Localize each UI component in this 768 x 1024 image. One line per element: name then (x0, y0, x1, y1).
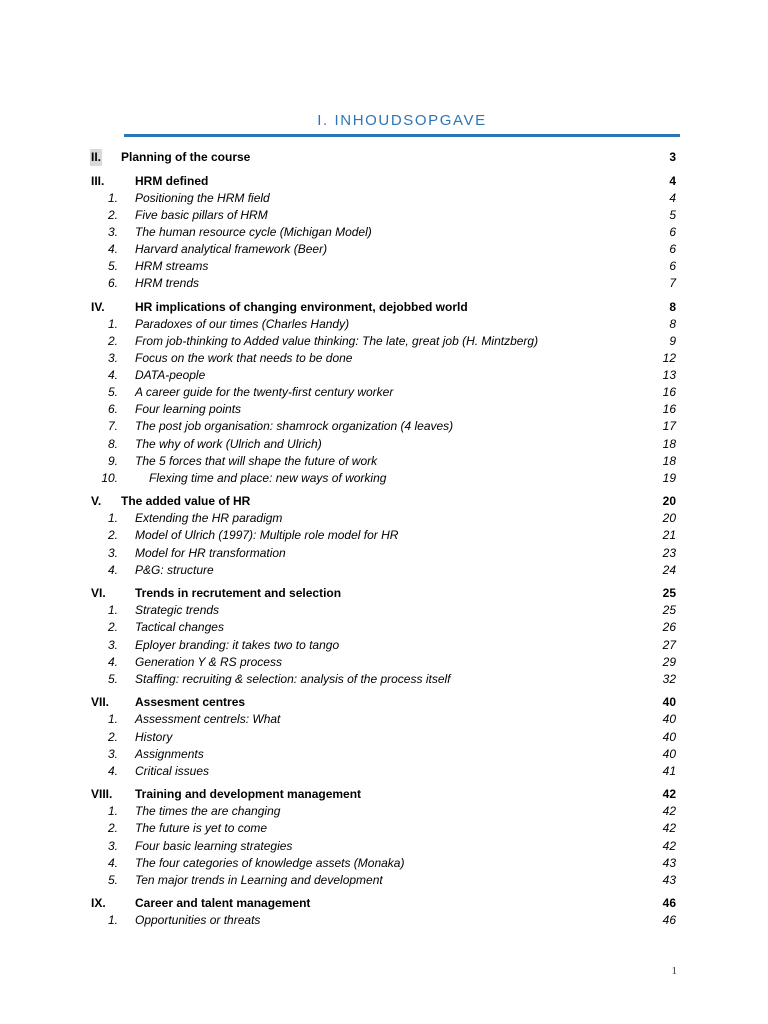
item-number: 3. (107, 746, 118, 761)
item-page: 12 (662, 351, 676, 366)
item-page: 25 (662, 603, 676, 618)
item-number: 4. (107, 368, 118, 383)
item-number: 4. (107, 562, 118, 577)
item-title: Critical issues (135, 763, 210, 778)
item-page: 40 (662, 712, 676, 727)
item-page: 29 (662, 654, 676, 669)
item-page: 5 (669, 207, 676, 222)
item-title: Eployer branding: it takes two to tango (135, 637, 340, 652)
item-page: 13 (662, 368, 676, 383)
chapter-number: IX. (91, 896, 106, 911)
item-number: 3. (107, 637, 118, 652)
chapter-page: 3 (669, 150, 676, 164)
item-number: 1. (107, 511, 118, 526)
item-page: 27 (662, 637, 676, 652)
item-title: Flexing time and place: new ways of working (149, 470, 387, 485)
item-page: 40 (662, 746, 676, 761)
item-page: 32 (662, 671, 676, 686)
item-page: 6 (669, 259, 676, 274)
item-title: The future is yet to come (135, 821, 268, 836)
toc-item-row[interactable] (0, 190, 768, 207)
item-number: 4. (107, 855, 118, 870)
item-number: 2. (107, 528, 118, 543)
item-title: Model of Ulrich (1997): Multiple role model for HR (135, 528, 399, 543)
chapter-number: VI. (91, 586, 106, 601)
table-of-contents (0, 149, 768, 936)
item-page: 18 (662, 436, 676, 451)
item-number: 1. (107, 804, 118, 819)
toc-item-row[interactable] (0, 637, 768, 654)
chapter-title: The added value of HR (121, 494, 251, 509)
toc-item-row[interactable] (0, 912, 768, 929)
item-title: Opportunities or threats (135, 913, 261, 928)
item-title: The why of work (Ulrich and Ulrich) (135, 436, 322, 451)
toc-chapter-row[interactable] (0, 493, 768, 510)
toc-item-row[interactable] (0, 746, 768, 763)
item-title: Four basic learning strategies (135, 838, 293, 853)
item-page: 41 (662, 763, 676, 778)
chapter-title: Assesment centres (135, 695, 246, 710)
item-page: 26 (662, 620, 676, 635)
item-title: HRM streams (135, 259, 209, 274)
item-number: 1. (107, 316, 118, 331)
toc-section (0, 173, 768, 293)
item-title: Generation Y & RS process (135, 654, 282, 669)
item-page: 21 (662, 528, 676, 543)
item-number: 1. (107, 190, 118, 205)
item-number: 4. (107, 763, 118, 778)
item-number: 1. (107, 712, 118, 727)
item-number: 2. (107, 333, 118, 348)
item-title: Harvard analytical framework (Beer) (135, 241, 328, 256)
item-page: 7 (669, 276, 676, 291)
item-number: 4. (107, 241, 118, 256)
chapter-page: 20 (662, 494, 676, 509)
chapter-page: 25 (662, 586, 676, 601)
item-page: 40 (662, 729, 676, 744)
toc-item-row[interactable] (0, 872, 768, 889)
item-title: The human resource cycle (Michigan Model) (135, 224, 372, 239)
item-page: 18 (662, 453, 676, 468)
item-page: 42 (662, 838, 676, 853)
toc-item-row[interactable] (0, 562, 768, 579)
toc-item-row[interactable] (0, 855, 768, 872)
item-page: 16 (662, 402, 676, 417)
toc-chapter-row[interactable] (0, 299, 768, 316)
toc-item-row[interactable] (0, 241, 768, 258)
chapter-title: Training and development management (135, 787, 362, 802)
chapter-number: III. (91, 173, 105, 188)
item-number: 3. (107, 351, 118, 366)
item-title: Model for HR transformation (135, 545, 286, 560)
chapter-title: Trends in recrutement and selection (135, 586, 342, 601)
item-page: 43 (662, 872, 676, 887)
toc-chapter-row[interactable] (0, 786, 768, 803)
toc-item-row[interactable] (0, 671, 768, 688)
item-number: 8. (107, 436, 118, 451)
toc-item-row[interactable] (0, 729, 768, 746)
chapter-page: 42 (662, 787, 676, 802)
item-number: 2. (107, 207, 118, 222)
chapter-title: HR implications of changing environment, dejobbed world (135, 299, 468, 314)
toc-item-row[interactable] (0, 453, 768, 470)
toc-item-row[interactable] (0, 384, 768, 401)
toc-section (0, 585, 768, 688)
toc-item-row[interactable] (0, 207, 768, 224)
item-number: 1. (107, 603, 118, 618)
toc-section (0, 786, 768, 889)
item-title: Extending the HR paradigm (135, 511, 283, 526)
item-number: 3. (107, 545, 118, 560)
item-number: 5. (107, 671, 118, 686)
chapter-page: 40 (662, 695, 676, 710)
chapter-number: IV. (91, 299, 105, 314)
chapter-title: Career and talent management (135, 896, 311, 911)
toc-item-row[interactable] (0, 838, 768, 855)
chapter-number: V. (91, 494, 102, 509)
item-number: 7. (107, 419, 118, 434)
item-page: 6 (669, 224, 676, 239)
item-title: Assessment centrels: What (135, 712, 281, 727)
item-title: History (135, 729, 173, 744)
item-title: Four learning points (135, 402, 242, 417)
item-number: 5. (107, 872, 118, 887)
item-page: 20 (662, 511, 676, 526)
toc-section (0, 299, 768, 487)
chapter-page: 8 (669, 299, 676, 314)
toc-chapter-row[interactable] (0, 173, 768, 190)
page-number: 1 (671, 965, 677, 977)
toc-item-row[interactable] (0, 316, 768, 333)
toc-chapter-row[interactable] (0, 694, 768, 711)
toc-section (0, 694, 768, 779)
chapter-title: HRM defined (135, 173, 209, 188)
title-underline (124, 134, 680, 137)
item-number: 10. (101, 470, 118, 485)
toc-item-row[interactable] (0, 527, 768, 544)
item-number: 5. (107, 259, 118, 274)
toc-item-row[interactable] (0, 654, 768, 671)
item-page: 42 (662, 821, 676, 836)
toc-item-row[interactable] (0, 545, 768, 562)
toc-item-row[interactable] (0, 350, 768, 367)
item-title: From job-thinking to Added value thinking: The late, great job (H. Mintzberg) (135, 333, 539, 348)
toc-item-row[interactable] (0, 470, 768, 487)
item-title: Positioning the HRM field (135, 190, 270, 205)
item-number: 2. (107, 729, 118, 744)
toc-item-row[interactable] (0, 333, 768, 350)
toc-item-row[interactable] (0, 619, 768, 636)
item-page: 23 (662, 545, 676, 560)
item-number: 3. (107, 224, 118, 239)
item-page: 19 (662, 470, 676, 485)
item-number: 9. (107, 453, 118, 468)
item-title: HRM trends (135, 276, 200, 291)
item-page: 43 (662, 855, 676, 870)
toc-item-row[interactable] (0, 224, 768, 241)
toc-chapter-row[interactable] (0, 895, 768, 912)
toc-item-row[interactable] (0, 436, 768, 453)
toc-section (0, 149, 768, 166)
chapter-title: Planning of the course (121, 150, 251, 164)
toc-item-row[interactable] (0, 258, 768, 275)
item-page: 9 (669, 333, 676, 348)
item-title: The post job organisation: shamrock organization (4 leaves) (135, 419, 454, 434)
toc-item-row[interactable] (0, 803, 768, 820)
item-title: Focus on the work that needs to be done (135, 351, 353, 366)
toc-item-row[interactable] (0, 711, 768, 728)
item-title: The 5 forces that will shape the future of work (135, 453, 378, 468)
toc-item-row[interactable] (0, 401, 768, 418)
item-title: Assignments (135, 746, 204, 761)
item-title: Paradoxes of our times (Charles Handy) (135, 316, 350, 331)
item-page: 42 (662, 804, 676, 819)
item-title: The times the are changing (135, 804, 281, 819)
item-page: 46 (662, 913, 676, 928)
item-title: Ten major trends in Learning and development (135, 872, 383, 887)
item-title: Five basic pillars of HRM (135, 207, 268, 222)
toc-section (0, 493, 768, 578)
item-page: 8 (669, 316, 676, 331)
item-page: 6 (669, 241, 676, 256)
item-title: Staffing: recruiting & selection: analysis of the process itself (135, 671, 451, 686)
toc-item-row[interactable] (0, 602, 768, 619)
item-number: 6. (107, 276, 118, 291)
chapter-page: 46 (662, 896, 676, 911)
toc-item-row[interactable] (0, 275, 768, 292)
item-number: 5. (107, 385, 118, 400)
chapter-page: 4 (669, 173, 676, 188)
chapter-number: VIII. (91, 787, 113, 802)
item-title: Strategic trends (135, 603, 220, 618)
chapter-number: II. (90, 149, 102, 166)
item-title: Tactical changes (135, 620, 224, 635)
item-title: P&G: structure (135, 562, 214, 577)
item-number: 2. (107, 620, 118, 635)
toc-section (0, 895, 768, 929)
toc-chapter-row[interactable] (0, 585, 768, 602)
toc-item-row[interactable] (0, 763, 768, 780)
chapter-number: VII. (91, 695, 110, 710)
page-title: I. INHOUDSOPGAVE (317, 112, 487, 129)
item-number: 1. (107, 913, 118, 928)
item-number: 2. (107, 821, 118, 836)
item-page: 16 (662, 385, 676, 400)
item-number: 3. (107, 838, 118, 853)
item-title: The four categories of knowledge assets (Monaka) (135, 855, 405, 870)
item-page: 4 (669, 190, 676, 205)
toc-item-row[interactable] (0, 820, 768, 837)
toc-item-row[interactable] (0, 367, 768, 384)
toc-item-row[interactable] (0, 418, 768, 435)
toc-chapter-row[interactable] (0, 149, 768, 166)
toc-item-row[interactable] (0, 510, 768, 527)
item-number: 4. (107, 654, 118, 669)
item-title: DATA-people (135, 368, 206, 383)
item-number: 6. (107, 402, 118, 417)
item-title: A career guide for the twenty-first century worker (135, 385, 394, 400)
item-page: 24 (662, 562, 676, 577)
item-page: 17 (662, 419, 676, 434)
